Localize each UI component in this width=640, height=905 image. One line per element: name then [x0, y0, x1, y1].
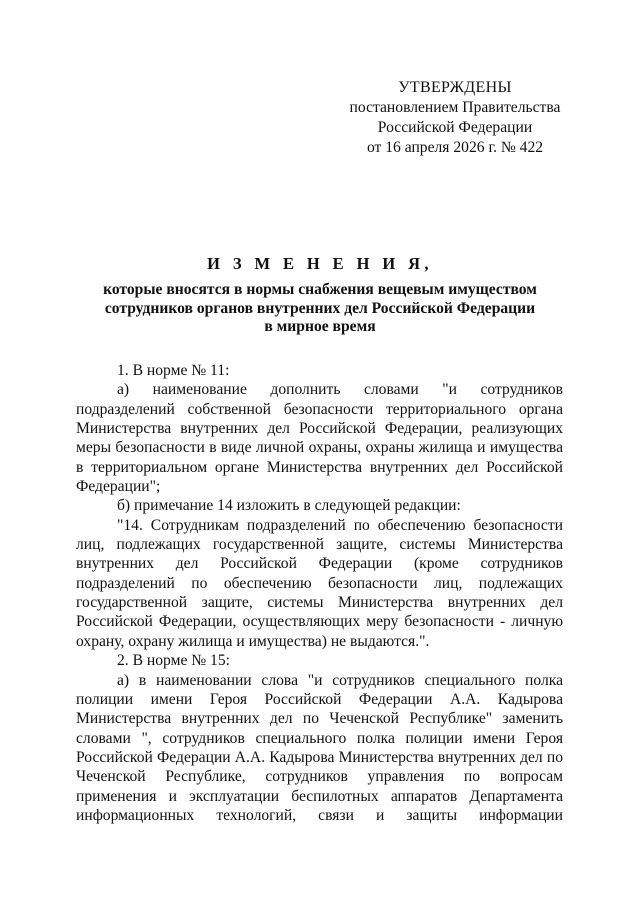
paragraph-quote: "14. Сотрудникам подразделений по обеспечению безопасности лиц, подлежащих государственной защите, системы Министерства внутренних дел Российской Федерации (кроме сотрудников подразделений по обеспечению безопасности лиц, подлежащих государственной защите, системы Министерства внутренних дел Российской Федерации, осуществляющих меру безопасности - личную охрану, охрану жилища и имущества) не выдаются.". [76, 516, 563, 650]
approval-line: Российской Федерации [377, 119, 533, 136]
approval-heading: УТВЕРЖДЕНЫ [398, 79, 512, 96]
approval-date-line: от 16 апреля 2026 г. № 422 [366, 139, 544, 156]
title-main: И З М Е Н Е Н И Я, [207, 254, 433, 273]
approval-line: постановлением Правительства [349, 99, 561, 116]
paragraph-subitem-b: б) примечание 14 изложить в следующей редакции: [117, 497, 461, 515]
paragraph-subitem-a: а) наименование дополнить словами "и сотрудников подразделений собственной безопасности территориального органа Министерства внутренних дел Российской Федерации, реализующих меры безопасности в виде личной охраны, охраны жилища и имущества в территориальном органе Министерства внутренних дел Российской Федерации"; [76, 381, 563, 496]
title-subtitle [60, 281, 580, 337]
paragraph-item-2: 2. В норме № 15: [117, 652, 230, 670]
subtitle-line: которые вносятся в нормы снабжения вещевым имуществом [103, 281, 537, 298]
document-title [60, 253, 580, 337]
paragraph-item-1: 1. В норме № 11: [117, 362, 230, 379]
paragraph-subitem-a-continued: а) в наименовании слова "и сотрудников специального полка полиции имени Героя Российской Федерации А.А. Кадырова Министерства внутренних дел по Чеченской Республике" заменить словами ", сотрудников специального полка полиции имени Героя Российской Федерации А.А. Кадырова Министерства внутренних дел по Чеченской Республике, сотрудников управления по вопросам применения и эксплуатации беспилотных аппаратов Департамента информационных технологий, связи и защиты информации [76, 671, 563, 824]
document-body [76, 361, 563, 825]
subtitle-line: в мирное время [264, 318, 376, 335]
approval-block [340, 78, 570, 158]
subtitle-line: сотрудников органов внутренних дел Российской Федерации [104, 299, 536, 317]
